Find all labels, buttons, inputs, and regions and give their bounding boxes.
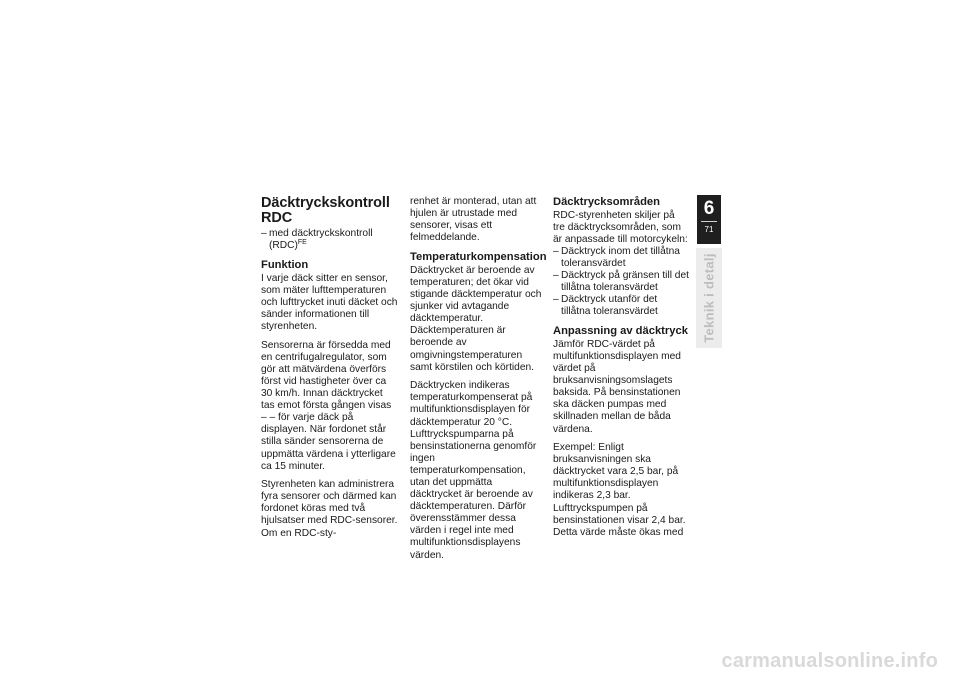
paragraph: Exempel: Enligt bruksanvisningen ska däcktrycket vara 2,5 bar, på multifunktionsdisplayen indikeras 2,3 bar. Lufttryckspumpen på bensinstationen visar 2,4 bar. Detta värde måste ökas med bbox=[553, 442, 686, 538]
dash-marker: – bbox=[553, 245, 559, 257]
chapter-number: 6 bbox=[703, 198, 715, 219]
list-item bbox=[553, 246, 689, 270]
tab-divider bbox=[701, 221, 717, 222]
heading-anpassning: Anpassning av däcktryck bbox=[553, 325, 688, 338]
heading-dacktrycksomraden: Däcktrycksområden bbox=[553, 196, 660, 208]
paragraph: Sensorerna är försedda med en centrifugalregulator, som gör att mätvärdena överförs först vid hastigheter över ca 30 km/h. Innan däcktrycket tas emot första gången visas – – för varje däck på displayen. När fordonet står stilla sänder sensorerna de uppmätta värdena i ytterligare ca 15 minuter. bbox=[261, 339, 396, 472]
watermark: carmanualsonline.info bbox=[721, 650, 938, 672]
option-line bbox=[261, 228, 399, 252]
list-item bbox=[553, 294, 689, 318]
heading-funktion: Funktion bbox=[261, 259, 309, 272]
column-3 bbox=[553, 196, 689, 545]
column-2 bbox=[410, 196, 545, 568]
dash-marker: – bbox=[261, 228, 267, 239]
paragraph: Styrenheten kan administrera fyra sensorer och därmed kan fordonet köras med två hjulsatser med RDC-sensorer. Om en RDC-sty- bbox=[261, 479, 398, 539]
dash-marker: – bbox=[553, 269, 559, 281]
chapter-label: Teknik i detalj bbox=[701, 253, 717, 343]
list-item-text: Däcktryck inom det tillåtna toleransvärdet bbox=[561, 245, 680, 269]
page-number: 71 bbox=[704, 225, 714, 234]
list-item-text: Däcktryck utanför det tillåtna toleransvärdet bbox=[561, 294, 658, 318]
heading-temperaturkompensation: Temperaturkompensation bbox=[410, 251, 547, 264]
list-item bbox=[553, 270, 689, 294]
paragraph: RDC-styrenheten skiljer på tre däcktrycksområden, som är anpassade till motorcykeln: bbox=[553, 209, 688, 245]
chapter-tab bbox=[697, 195, 721, 244]
list-item-text: Däcktryck på gränsen till det tillåtna toleransvärdet bbox=[561, 269, 689, 294]
column-1 bbox=[261, 196, 399, 546]
paragraph: Jämför RDC-värdet på multifunktionsdisplayen med värdet på bruksanvisningsomslagets baksida. På bensinstationen ska däcken pumpas med skillnaden mellan de båda värdena. bbox=[553, 338, 681, 435]
option-code: FE bbox=[297, 239, 307, 247]
paragraph: renhet är monterad, utan att hjulen är utrustade med sensorer, visas ett felmeddelande. bbox=[410, 196, 537, 244]
dash-marker: – bbox=[553, 294, 559, 306]
option-text: med däcktryckskontroll (RDC) bbox=[269, 228, 373, 252]
paragraph: Däcktrycken indikeras temperaturkompenserat på multifunktionsdisplayen för däcktemperatur 20 °C. Lufttryckspumparna på bensinstationerna genomför ingen temperaturkompensation, utan det uppmätta däcktrycket är beroende av däcktemperaturen. Därför överensstämmer dessa värden i regel inte med multifunktionsdisplayens värden. bbox=[410, 380, 537, 561]
paragraph: I varje däck sitter en sensor, som mäter lufttemperaturen och lufttrycket inuti däcket och sänder informationen till styrenheten. bbox=[261, 272, 398, 333]
paragraph: Däcktrycket är beroende av temperaturen; det ökar vid stigande däcktemperatur och sjunker vid avtagande däcktemperatur. Däcktemperaturen är beroende av omgivningstemperaturen samt körstilen och körtiden. bbox=[410, 264, 542, 373]
section-title: Däcktryckskontroll RDC bbox=[261, 195, 390, 226]
